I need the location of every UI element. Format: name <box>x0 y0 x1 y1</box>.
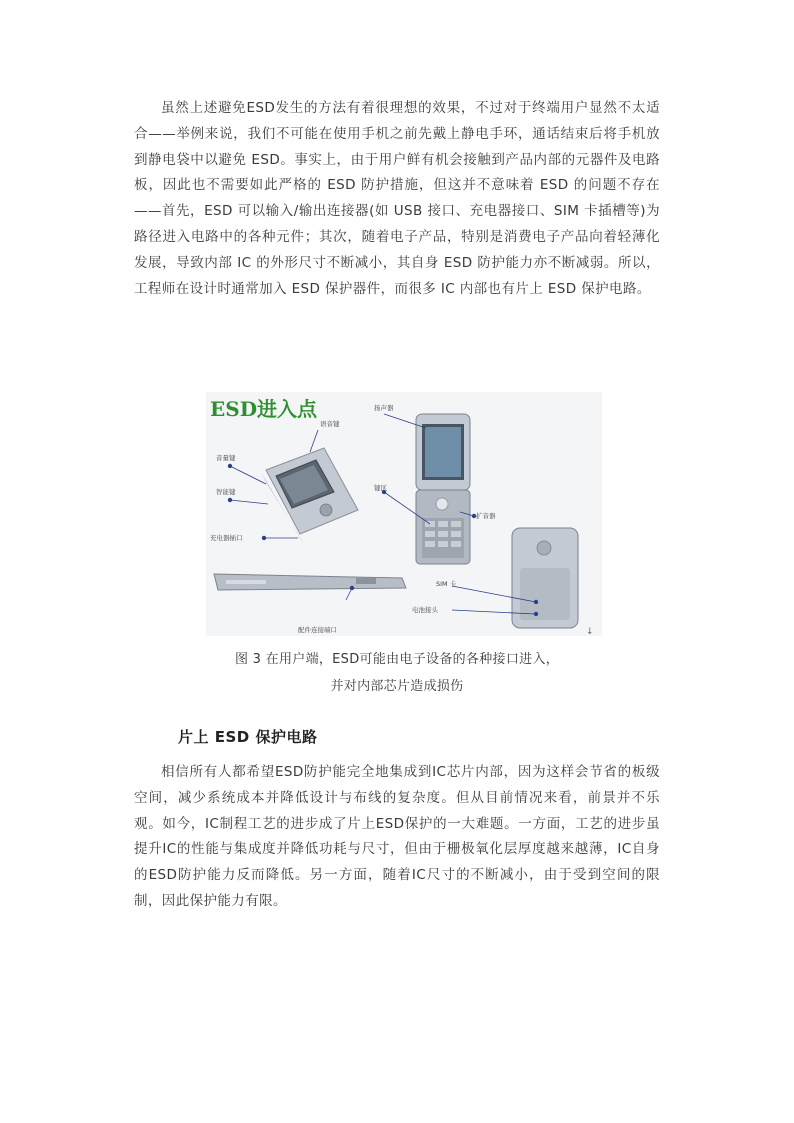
label-sim-card: SIM 卡 <box>436 580 457 588</box>
paragraph-esd-end-user: 虽然上述避免ESD发生的方法有着很理想的效果，不过对于终端用户显然不太适合——举例来说，我们不可能在使用手机之前先戴上静电手环，通话结束后将手机放到静电袋中以避免 ESD。事实上，由于用户鲜有机会接触到产品内部的元器件及电路板，因此也不需要如此严格的 ESD 防护措施，但这并不意味着 ESD 的问题不存在——首先，ESD 可以输入/输出连接器(如 USB 接口、充电器接口、SIM 卡插槽等)为路径进入电路中的各种元件；其次，随着电子产品，特别是消费电子产品向着轻薄化发展，导致内部 IC 的外形尺寸不断减小，其自身 ESD 防护能力亦不断减弱。所以，工程师在设计时通常加入 ESD 保护器件，而很多 IC 内部也有片上 ESD 保护电路。 <box>134 100 660 297</box>
flip-phone-open <box>416 414 470 564</box>
figure-caption-line2: 并对内部芯片造成损伤 <box>330 679 464 694</box>
figure-title: ESD进入点 <box>210 397 318 421</box>
label-keypad: 键区 <box>374 484 387 492</box>
label-smart-key: 智能键 <box>216 488 236 496</box>
figure-caption-line1: 图 3 在用户端，ESD可能由电子设备的各种接口进入， <box>234 652 560 667</box>
section-heading: 片上 ESD 保护电路 <box>178 728 318 746</box>
label-speaker: 扬声器 <box>374 404 394 412</box>
label-charger-port: 充电器插口 <box>210 534 243 542</box>
esd-entry-points-figure <box>206 392 602 636</box>
paragraph-on-chip-esd: 相信所有人都希望ESD防护能完全地集成到IC芯片内部，因为这样会节省的板级空间，减少系统成本并降低设计与布线的复杂度。但从目前情况来看，前景并不乐观。如今，IC制程工艺的进步成了片上ESD保护的一大难题。一方面，工艺的进步虽提升IC的性能与集成度并降低功耗与尺寸，但由于栅极氧化层厚度越来越薄，IC自身的ESD防护能力反而降低。另一方面，随着IC尺寸的不断减小，由于受到空间的限制，因此保护能力有限。 <box>134 764 660 909</box>
label-battery-contact: 电池接头 <box>412 606 438 614</box>
label-voice-key: 语音键 <box>320 420 340 428</box>
label-volume-key: 音量键 <box>216 454 236 462</box>
return-mark-icon: ↓ <box>586 627 594 636</box>
label-loudspeaker: 扩音器 <box>476 512 496 520</box>
label-accessory-port: 配件连接端口 <box>298 626 337 634</box>
